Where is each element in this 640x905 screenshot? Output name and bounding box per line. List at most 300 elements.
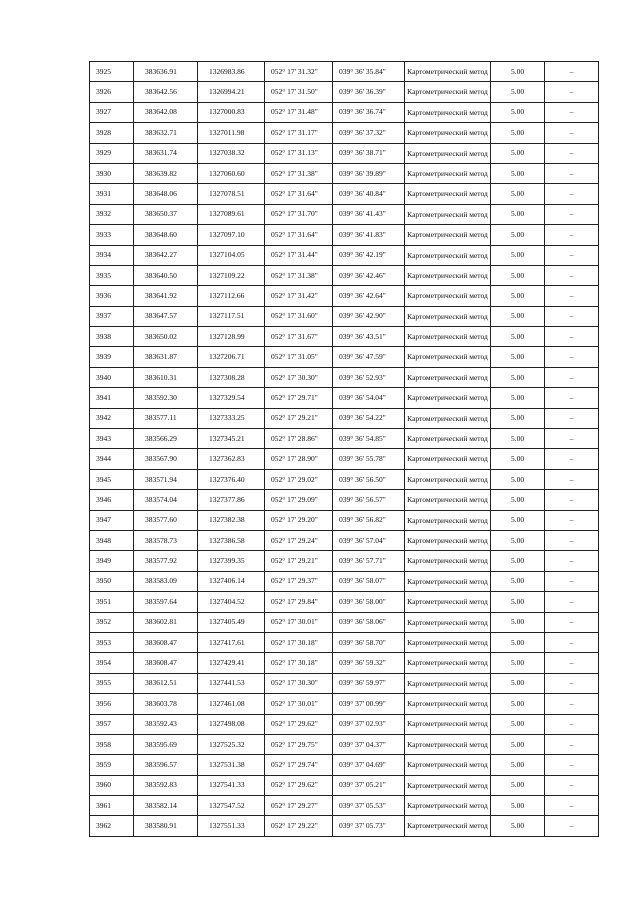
accuracy-cell: 5.00 [491,102,545,122]
longitude-cell: 039° 36' 41.83" [333,225,405,245]
method-cell: Картометрический метод [405,388,491,408]
x-coordinate-cell: 383583.09 [134,571,198,591]
y-coordinate-cell: 1326994.21 [198,82,265,102]
latitude-cell: 052° 17' 31.64" [265,225,333,245]
longitude-cell: 039° 37' 05.73" [333,816,405,836]
accuracy-cell: 5.00 [491,612,545,632]
y-coordinate-cell: 1327541.33 [198,775,265,795]
longitude-cell: 039° 36' 56.57" [333,490,405,510]
method-cell: Картометрический метод [405,592,491,612]
longitude-cell: 039° 36' 40.84" [333,184,405,204]
latitude-cell: 052° 17' 31.60" [265,306,333,326]
longitude-cell: 039° 36' 56.50" [333,469,405,489]
note-cell: – [545,490,599,510]
longitude-cell: 039° 36' 36.74" [333,102,405,122]
method-cell: Картометрический метод [405,551,491,571]
accuracy-cell: 5.00 [491,225,545,245]
method-cell: Картометрический метод [405,429,491,449]
y-coordinate-cell: 1327417.61 [198,632,265,652]
latitude-cell: 052° 17' 31.50" [265,82,333,102]
x-coordinate-cell: 383636.91 [134,62,198,82]
x-coordinate-cell: 383592.43 [134,714,198,734]
accuracy-cell: 5.00 [491,163,545,183]
latitude-cell: 052° 17' 29.02" [265,469,333,489]
table-row [90,306,599,326]
method-cell: Картометрический метод [405,327,491,347]
table-row [90,694,599,714]
y-coordinate-cell: 1327089.61 [198,204,265,224]
point-number-cell: 3943 [90,429,134,449]
note-cell: – [545,143,599,163]
note-cell: – [545,286,599,306]
latitude-cell: 052° 17' 31.64" [265,184,333,204]
latitude-cell: 052° 17' 29.21" [265,551,333,571]
accuracy-cell: 5.00 [491,347,545,367]
point-number-cell: 3939 [90,347,134,367]
longitude-cell: 039° 36' 56.82" [333,510,405,530]
latitude-cell: 052° 17' 30.01" [265,694,333,714]
latitude-cell: 052° 17' 31.67" [265,327,333,347]
accuracy-cell: 5.00 [491,469,545,489]
method-cell: Картометрический метод [405,306,491,326]
y-coordinate-cell: 1327109.22 [198,265,265,285]
point-number-cell: 3942 [90,408,134,428]
note-cell: – [545,592,599,612]
note-cell: – [545,306,599,326]
note-cell: – [545,755,599,775]
table-row [90,796,599,816]
accuracy-cell: 5.00 [491,816,545,836]
method-cell: Картометрический метод [405,673,491,693]
note-cell: – [545,653,599,673]
table-row [90,225,599,245]
note-cell: – [545,469,599,489]
note-cell: – [545,734,599,754]
note-cell: – [545,673,599,693]
point-number-cell: 3954 [90,653,134,673]
x-coordinate-cell: 383640.50 [134,265,198,285]
point-number-cell: 3961 [90,796,134,816]
x-coordinate-cell: 383641.92 [134,286,198,306]
table-row [90,449,599,469]
accuracy-cell: 5.00 [491,62,545,82]
latitude-cell: 052° 17' 30.01" [265,612,333,632]
method-cell: Картометрический метод [405,714,491,734]
method-cell: Картометрический метод [405,490,491,510]
accuracy-cell: 5.00 [491,734,545,754]
coordinates-table-body [90,62,599,837]
longitude-cell: 039° 36' 54.04" [333,388,405,408]
method-cell: Картометрический метод [405,571,491,591]
latitude-cell: 052° 17' 31.17" [265,123,333,143]
x-coordinate-cell: 383574.04 [134,490,198,510]
accuracy-cell: 5.00 [491,632,545,652]
accuracy-cell: 5.00 [491,367,545,387]
point-number-cell: 3957 [90,714,134,734]
table-row [90,673,599,693]
table-row [90,734,599,754]
method-cell: Картометрический метод [405,694,491,714]
point-number-cell: 3927 [90,102,134,122]
point-number-cell: 3931 [90,184,134,204]
x-coordinate-cell: 383592.30 [134,388,198,408]
longitude-cell: 039° 36' 59.97" [333,673,405,693]
y-coordinate-cell: 1327399.35 [198,551,265,571]
longitude-cell: 039° 36' 42.90" [333,306,405,326]
point-number-cell: 3949 [90,551,134,571]
latitude-cell: 052° 17' 29.20" [265,510,333,530]
point-number-cell: 3960 [90,775,134,795]
y-coordinate-cell: 1327386.58 [198,530,265,550]
accuracy-cell: 5.00 [491,449,545,469]
latitude-cell: 052° 17' 31.13" [265,143,333,163]
y-coordinate-cell: 1327308.28 [198,367,265,387]
y-coordinate-cell: 1327441.53 [198,673,265,693]
accuracy-cell: 5.00 [491,714,545,734]
y-coordinate-cell: 1327376.40 [198,469,265,489]
table-row [90,490,599,510]
note-cell: – [545,449,599,469]
point-number-cell: 3956 [90,694,134,714]
accuracy-cell: 5.00 [491,510,545,530]
x-coordinate-cell: 383592.83 [134,775,198,795]
note-cell: – [545,123,599,143]
longitude-cell: 039° 36' 58.00" [333,592,405,612]
latitude-cell: 052° 17' 30.18" [265,632,333,652]
x-coordinate-cell: 383577.92 [134,551,198,571]
point-number-cell: 3936 [90,286,134,306]
accuracy-cell: 5.00 [491,755,545,775]
y-coordinate-cell: 1327333.25 [198,408,265,428]
y-coordinate-cell: 1327377.86 [198,490,265,510]
latitude-cell: 052° 17' 28.86" [265,429,333,449]
table-row [90,123,599,143]
method-cell: Картометрический метод [405,123,491,143]
method-cell: Картометрический метод [405,510,491,530]
method-cell: Картометрический метод [405,225,491,245]
x-coordinate-cell: 383603.78 [134,694,198,714]
longitude-cell: 039° 36' 42.64" [333,286,405,306]
accuracy-cell: 5.00 [491,530,545,550]
latitude-cell: 052° 17' 29.62" [265,714,333,734]
x-coordinate-cell: 383571.94 [134,469,198,489]
note-cell: – [545,796,599,816]
method-cell: Картометрический метод [405,367,491,387]
x-coordinate-cell: 383597.64 [134,592,198,612]
latitude-cell: 052° 17' 29.21" [265,408,333,428]
table-row [90,775,599,795]
latitude-cell: 052° 17' 29.62" [265,775,333,795]
accuracy-cell: 5.00 [491,653,545,673]
method-cell: Картометрический метод [405,82,491,102]
longitude-cell: 039° 36' 55.78" [333,449,405,469]
table-row [90,632,599,652]
point-number-cell: 3955 [90,673,134,693]
x-coordinate-cell: 383612.51 [134,673,198,693]
note-cell: – [545,530,599,550]
coordinates-table [89,61,599,837]
accuracy-cell: 5.00 [491,490,545,510]
longitude-cell: 039° 36' 57.04" [333,530,405,550]
x-coordinate-cell: 383648.60 [134,225,198,245]
note-cell: – [545,694,599,714]
method-cell: Картометрический метод [405,143,491,163]
table-row [90,204,599,224]
x-coordinate-cell: 383595.69 [134,734,198,754]
accuracy-cell: 5.00 [491,143,545,163]
latitude-cell: 052° 17' 29.75" [265,734,333,754]
latitude-cell: 052° 17' 29.22" [265,816,333,836]
accuracy-cell: 5.00 [491,673,545,693]
y-coordinate-cell: 1327060.60 [198,163,265,183]
note-cell: – [545,347,599,367]
latitude-cell: 052° 17' 31.42" [265,286,333,306]
longitude-cell: 039° 36' 58.06" [333,612,405,632]
accuracy-cell: 5.00 [491,286,545,306]
y-coordinate-cell: 1327405.49 [198,612,265,632]
latitude-cell: 052° 17' 29.24" [265,530,333,550]
latitude-cell: 052° 17' 29.71" [265,388,333,408]
latitude-cell: 052° 17' 29.09" [265,490,333,510]
y-coordinate-cell: 1327112.66 [198,286,265,306]
table-row [90,62,599,82]
point-number-cell: 3928 [90,123,134,143]
latitude-cell: 052° 17' 28.90" [265,449,333,469]
table-row [90,347,599,367]
x-coordinate-cell: 383642.56 [134,82,198,102]
note-cell: – [545,367,599,387]
accuracy-cell: 5.00 [491,388,545,408]
accuracy-cell: 5.00 [491,775,545,795]
accuracy-cell: 5.00 [491,694,545,714]
method-cell: Картометрический метод [405,632,491,652]
method-cell: Картометрический метод [405,286,491,306]
accuracy-cell: 5.00 [491,306,545,326]
table-row [90,755,599,775]
accuracy-cell: 5.00 [491,204,545,224]
point-number-cell: 3953 [90,632,134,652]
latitude-cell: 052° 17' 31.44" [265,245,333,265]
table-row [90,510,599,530]
table-row [90,367,599,387]
longitude-cell: 039° 36' 38.71" [333,143,405,163]
table-row [90,245,599,265]
table-row [90,469,599,489]
table-row [90,714,599,734]
note-cell: – [545,184,599,204]
longitude-cell: 039° 37' 02.93" [333,714,405,734]
table-row [90,816,599,836]
point-number-cell: 3925 [90,62,134,82]
latitude-cell: 052° 17' 31.38" [265,265,333,285]
x-coordinate-cell: 383608.47 [134,653,198,673]
latitude-cell: 052° 17' 30.30" [265,673,333,693]
y-coordinate-cell: 1327531.38 [198,755,265,775]
y-coordinate-cell: 1327078.51 [198,184,265,204]
longitude-cell: 039° 37' 04.69" [333,755,405,775]
method-cell: Картометрический метод [405,796,491,816]
table-row [90,163,599,183]
table-row [90,530,599,550]
point-number-cell: 3951 [90,592,134,612]
latitude-cell: 052° 17' 31.05" [265,347,333,367]
x-coordinate-cell: 383610.31 [134,367,198,387]
note-cell: – [545,102,599,122]
note-cell: – [545,388,599,408]
latitude-cell: 052° 17' 31.70" [265,204,333,224]
point-number-cell: 3929 [90,143,134,163]
note-cell: – [545,612,599,632]
y-coordinate-cell: 1327498.08 [198,714,265,734]
x-coordinate-cell: 383582.14 [134,796,198,816]
y-coordinate-cell: 1327404.52 [198,592,265,612]
y-coordinate-cell: 1326983.86 [198,62,265,82]
point-number-cell: 3930 [90,163,134,183]
y-coordinate-cell: 1327206.71 [198,347,265,367]
note-cell: – [545,327,599,347]
y-coordinate-cell: 1327097.10 [198,225,265,245]
accuracy-cell: 5.00 [491,123,545,143]
accuracy-cell: 5.00 [491,265,545,285]
x-coordinate-cell: 383648.06 [134,184,198,204]
accuracy-cell: 5.00 [491,429,545,449]
x-coordinate-cell: 383650.37 [134,204,198,224]
note-cell: – [545,62,599,82]
x-coordinate-cell: 383580.91 [134,816,198,836]
latitude-cell: 052° 17' 29.37" [265,571,333,591]
longitude-cell: 039° 36' 54.22" [333,408,405,428]
accuracy-cell: 5.00 [491,327,545,347]
note-cell: – [545,510,599,530]
point-number-cell: 3934 [90,245,134,265]
y-coordinate-cell: 1327461.08 [198,694,265,714]
table-row [90,286,599,306]
y-coordinate-cell: 1327345.21 [198,429,265,449]
point-number-cell: 3938 [90,327,134,347]
table-row [90,184,599,204]
accuracy-cell: 5.00 [491,796,545,816]
note-cell: – [545,632,599,652]
table-row [90,143,599,163]
accuracy-cell: 5.00 [491,571,545,591]
longitude-cell: 039° 36' 35.84" [333,62,405,82]
x-coordinate-cell: 383631.87 [134,347,198,367]
point-number-cell: 3937 [90,306,134,326]
table-row [90,571,599,591]
x-coordinate-cell: 383578.73 [134,530,198,550]
method-cell: Картометрический метод [405,163,491,183]
x-coordinate-cell: 383577.60 [134,510,198,530]
longitude-cell: 039° 36' 42.19" [333,245,405,265]
longitude-cell: 039° 37' 05.21" [333,775,405,795]
method-cell: Картометрический метод [405,347,491,367]
y-coordinate-cell: 1327382.38 [198,510,265,530]
note-cell: – [545,714,599,734]
x-coordinate-cell: 383577.11 [134,408,198,428]
longitude-cell: 039° 37' 00.99" [333,694,405,714]
table-row [90,429,599,449]
method-cell: Картометрический метод [405,612,491,632]
y-coordinate-cell: 1327551.33 [198,816,265,836]
longitude-cell: 039° 36' 54.85" [333,429,405,449]
method-cell: Картометрический метод [405,653,491,673]
method-cell: Картометрический метод [405,408,491,428]
point-number-cell: 3933 [90,225,134,245]
table-row [90,82,599,102]
note-cell: – [545,429,599,449]
method-cell: Картометрический метод [405,816,491,836]
note-cell: – [545,82,599,102]
latitude-cell: 052° 17' 30.30" [265,367,333,387]
y-coordinate-cell: 1327329.54 [198,388,265,408]
y-coordinate-cell: 1327104.05 [198,245,265,265]
accuracy-cell: 5.00 [491,408,545,428]
longitude-cell: 039° 36' 43.51" [333,327,405,347]
point-number-cell: 3944 [90,449,134,469]
longitude-cell: 039° 36' 59.32" [333,653,405,673]
table-row [90,408,599,428]
latitude-cell: 052° 17' 29.27" [265,796,333,816]
note-cell: – [545,225,599,245]
method-cell: Картометрический метод [405,184,491,204]
longitude-cell: 039° 36' 39.89" [333,163,405,183]
note-cell: – [545,163,599,183]
table-row [90,265,599,285]
point-number-cell: 3958 [90,734,134,754]
x-coordinate-cell: 383608.47 [134,632,198,652]
table-row [90,653,599,673]
x-coordinate-cell: 383631.74 [134,143,198,163]
longitude-cell: 039° 36' 36.39" [333,82,405,102]
longitude-cell: 039° 37' 05.53" [333,796,405,816]
accuracy-cell: 5.00 [491,592,545,612]
note-cell: – [545,775,599,795]
longitude-cell: 039° 36' 41.43" [333,204,405,224]
method-cell: Картометрический метод [405,245,491,265]
point-number-cell: 3952 [90,612,134,632]
latitude-cell: 052° 17' 31.48" [265,102,333,122]
table-row [90,102,599,122]
method-cell: Картометрический метод [405,775,491,795]
x-coordinate-cell: 383632.71 [134,123,198,143]
y-coordinate-cell: 1327011.98 [198,123,265,143]
point-number-cell: 3935 [90,265,134,285]
point-number-cell: 3962 [90,816,134,836]
table-row [90,592,599,612]
table-row [90,327,599,347]
latitude-cell: 052° 17' 29.74" [265,755,333,775]
x-coordinate-cell: 383567.90 [134,449,198,469]
x-coordinate-cell: 383642.27 [134,245,198,265]
accuracy-cell: 5.00 [491,184,545,204]
y-coordinate-cell: 1327038.32 [198,143,265,163]
x-coordinate-cell: 383650.02 [134,327,198,347]
note-cell: – [545,265,599,285]
table-row [90,388,599,408]
point-number-cell: 3941 [90,388,134,408]
x-coordinate-cell: 383647.57 [134,306,198,326]
longitude-cell: 039° 36' 58.70" [333,632,405,652]
note-cell: – [545,245,599,265]
note-cell: – [545,408,599,428]
method-cell: Картометрический метод [405,449,491,469]
note-cell: – [545,551,599,571]
longitude-cell: 039° 36' 57.71" [333,551,405,571]
longitude-cell: 039° 36' 37.32" [333,123,405,143]
table-row [90,551,599,571]
y-coordinate-cell: 1327000.83 [198,102,265,122]
x-coordinate-cell: 383566.29 [134,429,198,449]
